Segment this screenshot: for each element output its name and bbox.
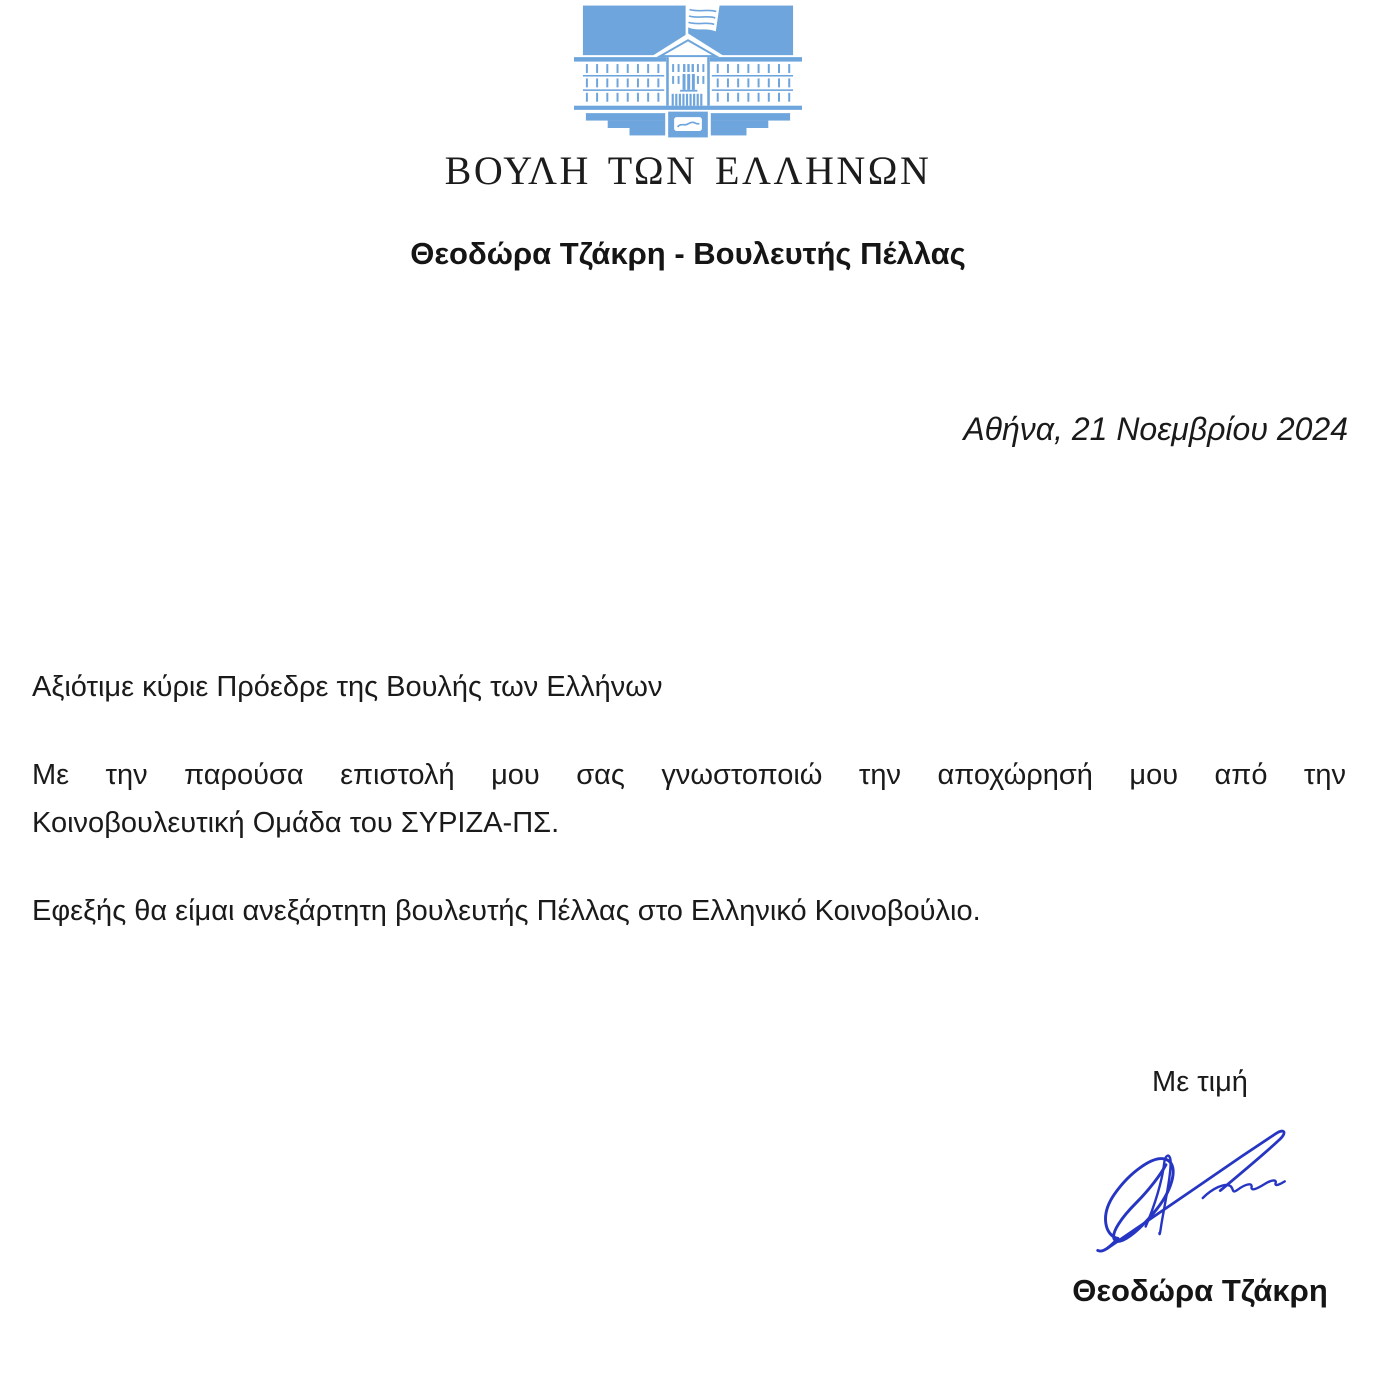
handwritten-signature xyxy=(1090,1116,1310,1256)
closing-block xyxy=(1035,1062,1365,1310)
valediction: Με τιμή xyxy=(1152,1066,1248,1098)
signatory-name: Θεοδώρα Τζάκρη xyxy=(1072,1273,1328,1308)
member-title: Θεοδώρα Τζάκρη - Βουλευτής Πέλλας xyxy=(410,236,966,271)
hellenic-parliament-logo-icon xyxy=(574,0,802,142)
salutation: Αξιότιμε κύριε Πρόεδρε της Βουλής των Ελλήνων xyxy=(32,671,663,703)
paragraph-2: Εφεξής θα είμαι ανεξάρτητη βουλευτής Πέλλας στο Ελληνικό Κοινοβούλιο. xyxy=(32,895,981,927)
paragraph-1 xyxy=(32,751,1346,847)
dateline: Αθήνα, 21 Νοεμβρίου 2024 xyxy=(963,411,1348,447)
organization-name: ΒΟΥΛΗ ΤΩΝ ΕΛΛΗΝΩΝ xyxy=(444,148,932,193)
paragraph-1-line-2: Κοινοβουλευτική Ομάδα του ΣΥΡΙΖΑ-ΠΣ. xyxy=(32,807,560,839)
letterhead xyxy=(0,0,1376,274)
letter-body xyxy=(32,663,1346,935)
paragraph-1-line-1: Με την παρούσα επιστολή μου σας γνωστοποιώ την αποχώρησή μου από την xyxy=(32,759,1346,791)
